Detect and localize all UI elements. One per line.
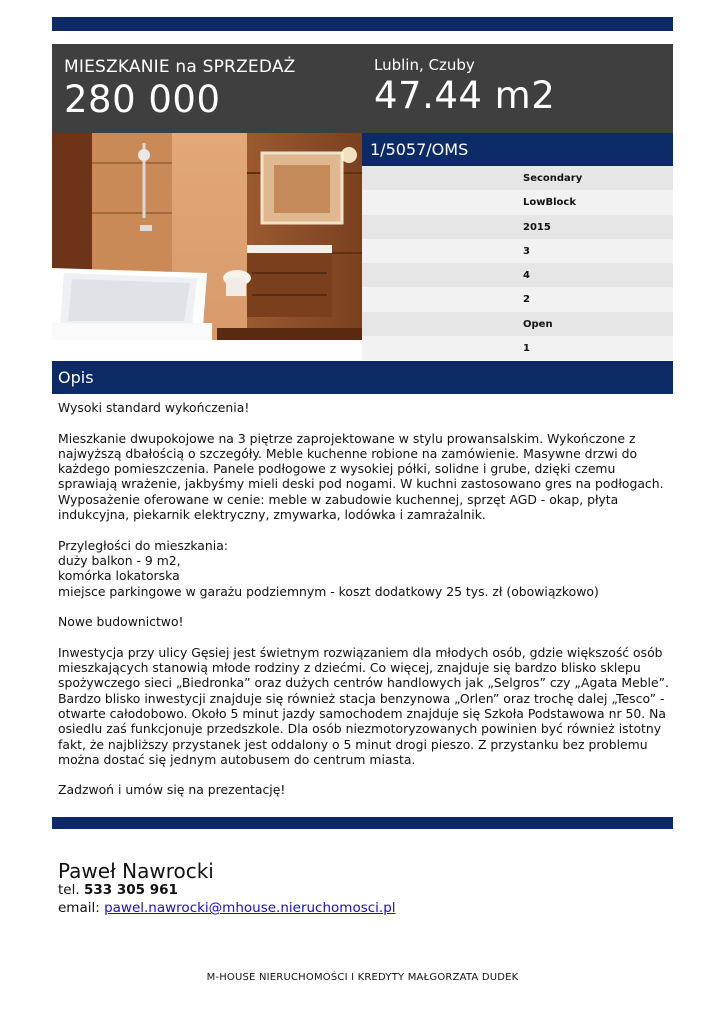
description-heading: Opis bbox=[58, 368, 94, 387]
description-line: Nowe budownictwo! bbox=[58, 614, 184, 630]
description-line: duży balkon - 9 m2, bbox=[58, 552, 181, 568]
param-value: 3 bbox=[523, 245, 530, 257]
description-line: sprawiają wrażenie, jakbyśmy mieli deski pod nogami. W kuchni zastosowano gres na podłogach. bbox=[58, 476, 664, 492]
param-row bbox=[362, 263, 673, 287]
description-text bbox=[58, 400, 670, 798]
offer-type: MIESZKANIE na SPRZEDAŻ bbox=[64, 57, 296, 77]
description-line: każdego pomieszczenia. Panele podłogowe z wysokiej półki, solidne i grube, dzięki czemu bbox=[58, 461, 616, 477]
param-value: 2 bbox=[523, 294, 530, 306]
description-line: otwarte całodobowo. Około 5 minut jazdy samochodem znajduje się Szkoła Podstawowa nr 50. Na bbox=[58, 705, 666, 721]
description-gap bbox=[58, 629, 670, 644]
description-line: miejsce parkingowe w garażu podziemnym - koszt dodatkowy 25 tys. zł (obowiązkowo) bbox=[58, 583, 599, 599]
param-value: 4 bbox=[523, 270, 530, 282]
parameters-table bbox=[362, 166, 673, 360]
description-heading-bar bbox=[52, 361, 673, 394]
agent-phone bbox=[58, 882, 178, 898]
description-line: Przyległości do mieszkania: bbox=[58, 537, 228, 553]
param-value: Open bbox=[523, 318, 553, 330]
param-value: 1 bbox=[523, 343, 530, 355]
section-divider-bar bbox=[52, 817, 673, 829]
listing-reference: 1/5057/OMS bbox=[370, 140, 469, 159]
description-line: fakt, że najbliższy przystanek jest oddalony o 5 minut drogi pieszo. Z przystanku bez problemu bbox=[58, 736, 648, 752]
email-link[interactable]: pawel.nawrocki@mhouse.nieruchomosci.pl bbox=[104, 900, 396, 916]
description-line: Zadzwoń i umów się na prezentację! bbox=[58, 782, 286, 798]
param-row bbox=[362, 287, 673, 311]
price: 280 000 bbox=[64, 78, 221, 121]
param-row bbox=[362, 166, 673, 190]
description-line: mieszkających stanowią młode rodziny z dziećmi. Co więcej, znajduje się bardzo blisko sklepu bbox=[58, 660, 641, 676]
listing-header bbox=[52, 44, 673, 133]
param-row bbox=[362, 239, 673, 263]
agent-name: Paweł Nawrocki bbox=[58, 859, 214, 883]
agent-email bbox=[58, 900, 396, 916]
phone-number[interactable]: 533 305 961 bbox=[83, 882, 178, 898]
email-label: email: bbox=[58, 900, 100, 916]
top-accent-bar bbox=[52, 17, 673, 31]
phone-label: tel. bbox=[58, 882, 80, 898]
description-gap bbox=[58, 415, 670, 430]
description-line: osiedlu zaś funkcjonuje przedszkole. Dla osób niezmotoryzowanych powinien być również istotny bbox=[58, 721, 662, 737]
reference-bar bbox=[362, 133, 673, 166]
param-row bbox=[362, 312, 673, 336]
param-value: 2015 bbox=[523, 221, 551, 233]
param-row bbox=[362, 336, 673, 360]
area: 47.44 m2 bbox=[374, 74, 556, 117]
property-photo bbox=[52, 133, 362, 340]
description-line: komórka lokatorska bbox=[58, 568, 180, 584]
param-value: LowBlock bbox=[523, 197, 576, 209]
param-value: Secondary bbox=[523, 173, 583, 184]
description-line: indukcyjna, piekarnik elektryczny, zmywarka, lodówka i zamrażalnik. bbox=[58, 507, 486, 523]
description-line: Inwestycja przy ulicy Gęsiej jest świetnym rozwiązaniem dla młodych osób, gdzie większość osób bbox=[58, 644, 663, 660]
description-line: najwyższą dbałością o szczegóły. Meble kuchenne robione na zamówienie. Masywne drzwi do bbox=[58, 445, 638, 461]
description-line: Wyposażenie oferowane w cenie: meble w zabudowie kuchennej, sprzęt AGD - okap, płyta bbox=[58, 491, 619, 507]
footer-company: M-HOUSE NIERUCHOMOŚCI I KREDYTY MAŁGORZATA DUDEK bbox=[206, 972, 519, 983]
description-line: spożywczego sieci „Biedronka” oraz dużych centrów handlowych jak „Selgros” czy „Agata Meble”. bbox=[58, 675, 669, 691]
description-line: Wysoki standard wykończenia! bbox=[58, 400, 250, 415]
description-gap bbox=[58, 522, 670, 537]
description-gap bbox=[58, 599, 670, 614]
param-row bbox=[362, 190, 673, 214]
description-line: można dostać się jednym autobusem do centrum miasta. bbox=[58, 751, 416, 767]
description-line: Mieszkanie dwupokojowe na 3 piętrze zaprojektowane w stylu prowansalskim. Wykończone z bbox=[58, 430, 636, 446]
param-row bbox=[362, 215, 673, 239]
location: Lublin, Czuby bbox=[374, 56, 475, 74]
description-line: Bardzo blisko inwestycji znajduje się również stacja benzynowa „Orlen” oraz trochę dalej „Tesco” - bbox=[58, 690, 665, 706]
description-gap bbox=[58, 767, 670, 782]
